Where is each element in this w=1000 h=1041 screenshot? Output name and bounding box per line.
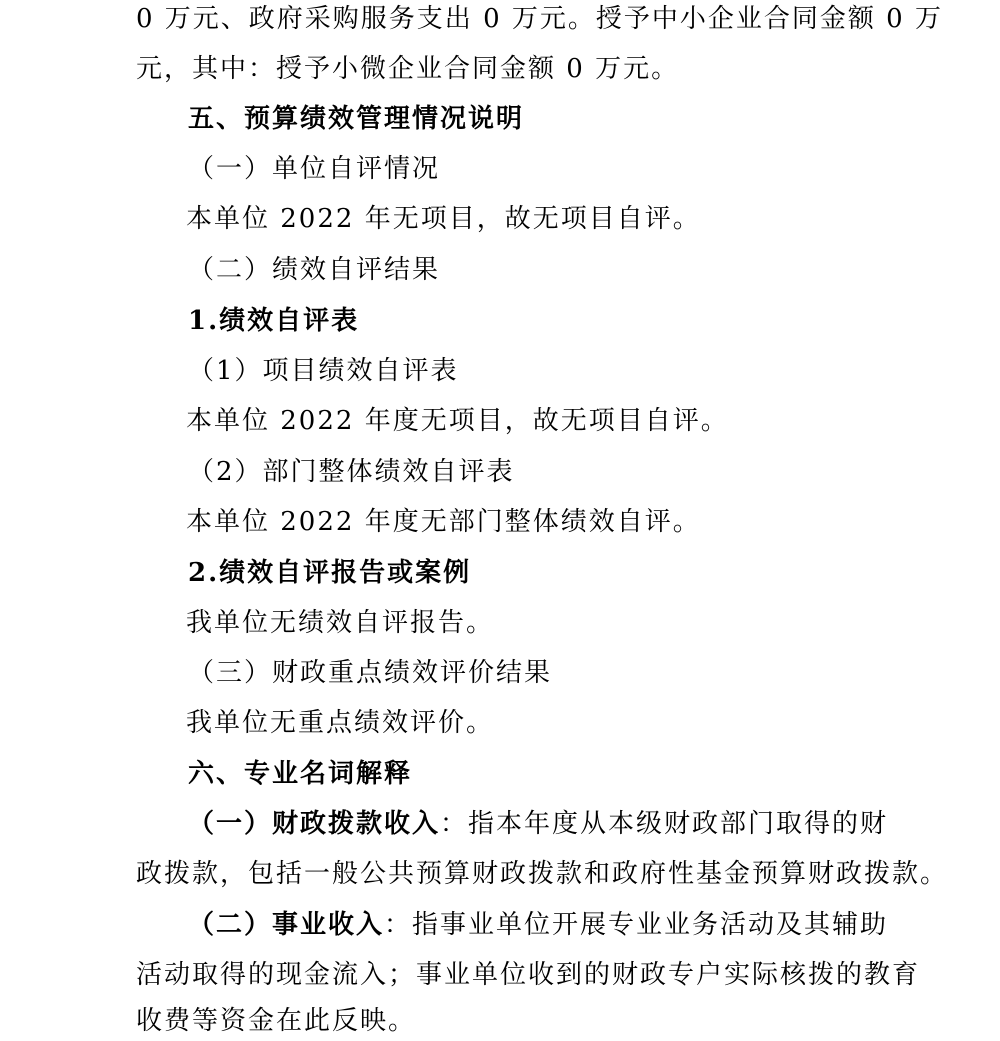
term1-label: （一）财政拨款收入: [188, 809, 441, 839]
section5-item1-2-heading: （2）部门整体绩效自评表: [188, 457, 515, 487]
section5-sub2-heading: （二）绩效自评结果: [188, 255, 441, 285]
section6-term2-line3: 收费等资金在此反映。: [136, 1006, 417, 1036]
section5-item1-1-heading: （1）项目绩效自评表: [188, 356, 459, 386]
section5-sub3-heading: （三）财政重点绩效评价结果: [188, 658, 553, 688]
section5-item1-2-text: 本单位 2022 年度无部门整体绩效自评。: [186, 507, 701, 537]
section6-term1-line1: [188, 807, 888, 841]
intro-line-2: 元，其中：授予小微企业合同金额 0 万元。: [136, 54, 680, 84]
section5-heading: 五、预算绩效管理情况说明: [188, 104, 525, 134]
intro-line-1: 0 万元、政府采购服务支出 0 万元。授予中小企业合同金额 0 万: [136, 4, 943, 34]
section5-sub1-text: 本单位 2022 年无项目，故无项目自评。: [186, 204, 701, 234]
section6-term2-line1: [188, 908, 888, 942]
term1-definition-start: ：指本年度从本级财政部门取得的财: [440, 809, 889, 839]
section5-item1-1-text: 本单位 2022 年度无项目，故无项目自评。: [186, 406, 729, 436]
term2-definition-start: ：指事业单位开展专业业务活动及其辅助: [384, 910, 889, 940]
section5-item2-text: 我单位无绩效自评报告。: [186, 608, 495, 638]
section5-sub3-text: 我单位无重点绩效评价。: [186, 708, 495, 738]
section6-heading: 六、专业名词解释: [188, 759, 413, 789]
section6-term1-line2: 政拨款，包括一般公共预算财政拨款和政府性基金预算财政拨款。: [136, 859, 949, 889]
section5-item1-heading: 1.绩效自评表: [188, 306, 360, 336]
section5-sub1-heading: （一）单位自评情况: [188, 154, 441, 184]
section5-item2-heading: 2.绩效自评报告或案例: [188, 558, 472, 588]
term2-label: （二）事业收入: [188, 910, 385, 940]
section6-term2-line2: 活动取得的现金流入；事业单位收到的财政专户实际核拨的教育: [136, 960, 921, 990]
